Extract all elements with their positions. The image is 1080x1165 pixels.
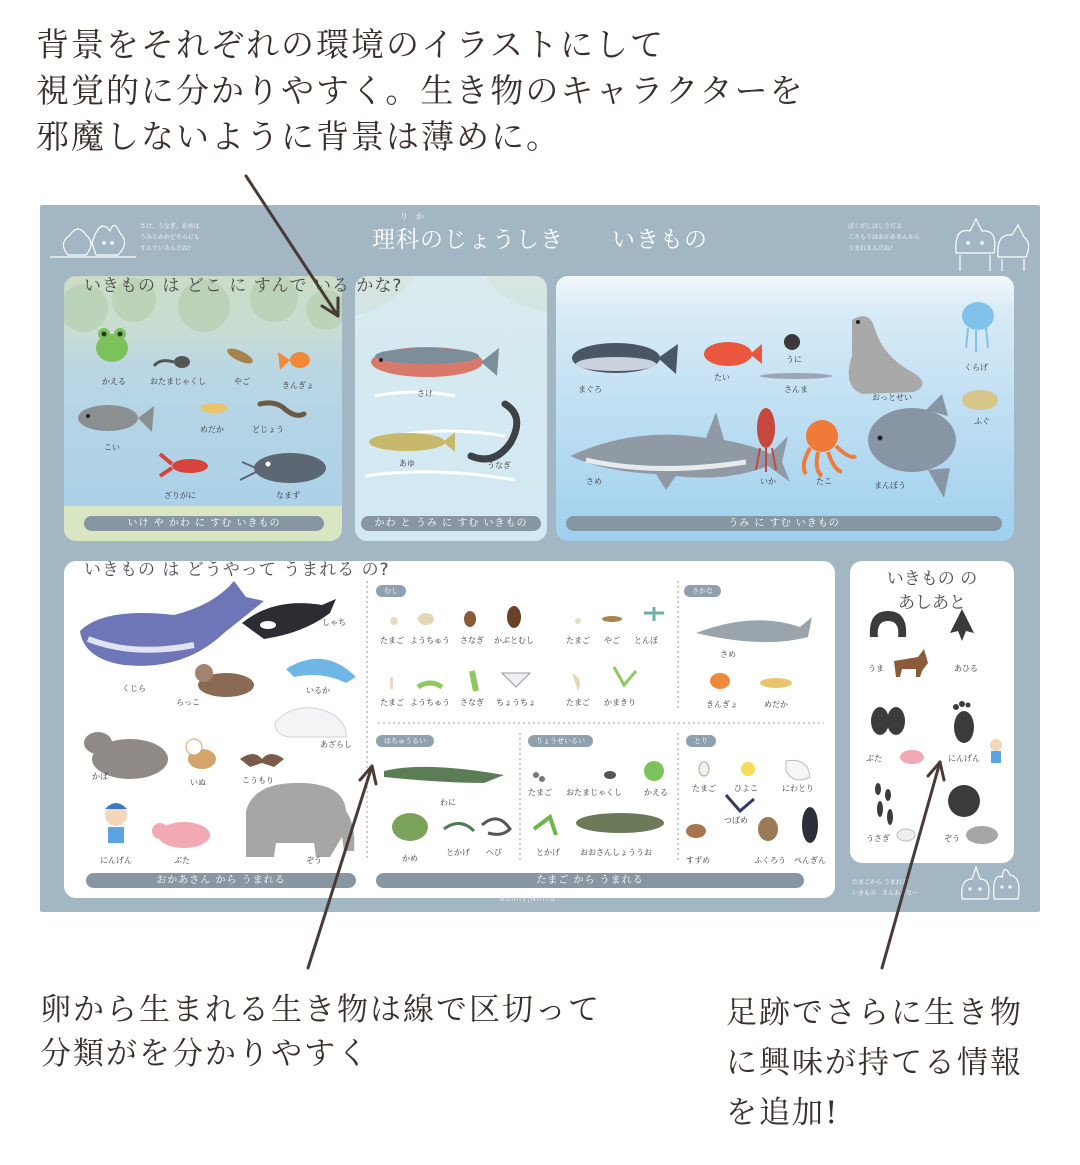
sea-background (556, 276, 1014, 541)
label-swallow: つばめ (724, 816, 748, 825)
note-line: 視覚的に分かりやすく。生き物のキャラクターを (36, 71, 805, 110)
label-dragonfly: とんぼ (634, 636, 658, 645)
note-line: 背景をそれぞれの環境のイラストにして (36, 25, 666, 64)
pig-hoof-icon (871, 707, 905, 735)
label-goldfish: きんぎょ (282, 381, 314, 390)
dog-icon (186, 739, 216, 769)
label-duck: あひる (954, 664, 978, 673)
label-jellyfish: くらげ (964, 363, 988, 372)
pig-icon (152, 822, 210, 848)
label-sea-bream: たい (714, 373, 730, 382)
label-crocodile: わに (440, 798, 456, 807)
label-squid: いか (760, 477, 776, 486)
label-ayu: あゆ (399, 459, 415, 468)
label-chicken: にわとり (782, 784, 814, 793)
label-owl: ふくろう (754, 856, 786, 865)
tuna-icon (572, 343, 678, 374)
label-elephant: ぞう (306, 856, 322, 865)
label-larva: ようちゅう (410, 698, 450, 707)
seal-icon (275, 708, 346, 737)
label-nymph: やご (234, 377, 250, 386)
tadpole-icon (154, 356, 190, 368)
section2-title: いきもの は どうやって うまれる の? (84, 560, 390, 580)
bunny-character-icon (48, 213, 138, 263)
label-snake: へび (486, 848, 502, 857)
label-whale: くじら (122, 684, 146, 693)
insect-lifecycle-row1-icons (390, 606, 664, 628)
label-butterfly: ちょうちょ (496, 698, 536, 707)
label-bat: こうもり (242, 776, 274, 785)
label-tadpole: おたまじゃくし (566, 788, 622, 797)
insect-lifecycle-row2-icons (390, 667, 636, 691)
label-egg: たまご (380, 698, 404, 707)
human-small-icon (990, 739, 1002, 763)
elephant-foot-icon (948, 785, 980, 817)
sea-urchin-icon (784, 334, 800, 350)
label-human: にんげん (100, 856, 132, 865)
bat-icon (240, 754, 284, 767)
carp-icon (78, 405, 154, 432)
logo: Bunny|Ninna (500, 895, 556, 903)
section1-title: いきもの は どこ に すんで いる かな? (84, 276, 403, 296)
elephant-icon (246, 783, 354, 857)
label-lizard: とかげ (446, 848, 470, 857)
note-top (36, 22, 805, 160)
label-egg: たまご (380, 636, 404, 645)
note-line: 分類がを分かりやすく (40, 1036, 370, 1072)
amphibian-lifecycle-icons (533, 761, 664, 835)
label-lizard: とかげ (536, 848, 560, 857)
corner-line: ぼくがしはしりだよ (848, 223, 903, 230)
label-sunfish: まんぼう (874, 481, 906, 490)
label-larva: ようちゅう (410, 636, 450, 645)
fur-seal-icon (849, 316, 923, 394)
crayfish-icon (160, 454, 208, 476)
label-eel: うなぎ (487, 461, 511, 470)
panel-river (355, 276, 547, 541)
dolphin-icon (286, 659, 356, 683)
corner-line: うまれるんだね! (848, 245, 893, 252)
rabbit-small-icon (897, 829, 915, 841)
band-mother: おかあさん から うまれる (86, 873, 356, 888)
band-sea: うみ に すむ いきもの (566, 516, 1002, 531)
tag-bird: とり (686, 735, 716, 747)
pufferfish-icon (962, 390, 998, 410)
corner-line: うみとかわどちらにも (140, 234, 201, 241)
corner-line: さけ、うなぎ、あゆは (140, 223, 200, 230)
dragonfly-nymph-icon (225, 346, 255, 367)
label-pig: ぶた (174, 856, 190, 865)
shark-icon (570, 412, 790, 490)
label-egg: たまご (528, 788, 552, 797)
frog-icon (96, 328, 128, 362)
label-beetle: かぶとむし (494, 636, 534, 645)
note-line: 足跡でさらに生き物 (726, 995, 1023, 1031)
label-rabbit: うさぎ (866, 834, 890, 843)
label-seal: あざらし (320, 740, 352, 749)
label-sea-otter: らっこ (176, 698, 200, 707)
label-dog: いぬ (190, 778, 206, 787)
poster (40, 205, 1040, 912)
goldfish-icon (278, 352, 310, 370)
label-frog: かえる (102, 377, 126, 386)
corner-line: たまごから うまれる (852, 879, 908, 886)
note-bottom-left (40, 988, 601, 1076)
label-horse: うま (868, 664, 884, 673)
label-turtle: かめ (402, 854, 418, 863)
label-loach: どじょう (252, 425, 284, 434)
corner-text-bottom (852, 877, 918, 899)
label-frog: かえる (644, 788, 668, 797)
pond-background (64, 276, 342, 541)
river-background (355, 276, 547, 541)
octopus-icon (804, 420, 856, 476)
label-chick: ひよこ (734, 784, 758, 793)
label-nymph: やご (604, 636, 620, 645)
label-sparrow: すずめ (686, 856, 711, 865)
loach-icon (260, 403, 304, 415)
label-tadpole: おたまじゃくし (150, 377, 206, 386)
label-elephant: ぞう (944, 834, 960, 843)
bird-lifecycle-icons (686, 760, 818, 843)
title-text: 理科のじょうしき いきもの (372, 227, 708, 253)
fish-lifecycle-icons (696, 617, 812, 689)
tag-reptile: はちゅうるい (376, 735, 434, 747)
note-line: に興味が持てる情報 (726, 1045, 1023, 1081)
label-mantis: かまきり (604, 698, 636, 707)
medaka-icon (200, 403, 228, 413)
saury-icon (760, 373, 832, 379)
label-shark: さめ (720, 650, 736, 659)
note-line: を追加! (726, 1095, 840, 1131)
tag-fish: さかな (684, 585, 721, 597)
panel-footprints (850, 561, 1014, 863)
rabbit-tracks-icon (875, 783, 893, 825)
label-crayfish: ざりがに (164, 491, 196, 500)
note-line: 邪魔しないように背景は薄めに。 (36, 117, 561, 156)
label-pig: ぶた (866, 754, 882, 763)
label-sea-urchin: うに (786, 355, 802, 364)
footprint-title-line: いきもの の (886, 569, 978, 589)
human-icon (105, 803, 127, 843)
label-goldfish: きんぎょ (706, 700, 738, 709)
panel-sea (556, 276, 1014, 541)
label-medaka: めだか (200, 425, 224, 434)
label-fur-seal: おっとせい (872, 393, 912, 402)
band-egg: たまご から うまれる (376, 873, 804, 888)
catfish-icon (240, 453, 326, 483)
label-pufferfish: ふぐ (974, 417, 990, 426)
tag-insect: むし (376, 585, 406, 597)
panel-birth (64, 561, 835, 898)
corner-text-right (848, 221, 920, 254)
footprint-title-line: あしあと (898, 593, 966, 613)
label-shark: さめ (586, 477, 602, 486)
label-medaka: めだか (764, 700, 788, 709)
label-tuna: まぐろ (578, 385, 602, 394)
cat-character-icon (946, 213, 1032, 275)
title-furigana: り か (400, 212, 424, 221)
jellyfish-icon (962, 302, 994, 352)
pig-small-icon (900, 750, 924, 764)
corner-line: ころもりはおかあさんから (848, 234, 921, 241)
sea-bream-icon (704, 342, 762, 366)
duck-foot-icon (950, 609, 974, 641)
label-egg: たまご (692, 784, 716, 793)
label-human: にんげん (948, 754, 980, 763)
footprint-illustrations (850, 561, 1014, 863)
label-salmon: さけ (417, 389, 433, 398)
horse-icon (894, 649, 928, 677)
label-dolphin: いるか (306, 686, 330, 695)
label-pupa: さなぎ (460, 636, 484, 645)
label-carp: こい (104, 443, 120, 452)
human-foot-icon (953, 701, 974, 743)
note-bottom-right (726, 988, 1023, 1138)
label-octopus: たこ (816, 477, 832, 486)
label-catfish: なまず (276, 491, 300, 500)
label-hippo: かば (92, 772, 108, 781)
panel-pond (64, 276, 342, 541)
band-pond: いけ や かわ に すむ いきもの (84, 516, 324, 531)
label-orca: しゃち (322, 618, 346, 627)
sea-otter-icon (195, 664, 254, 697)
label-egg: たまご (566, 636, 590, 645)
corner-line: すんでいるんだね! (140, 245, 191, 252)
label-giant-salamander: おおさんしょううお (580, 848, 652, 857)
corner-text-left (140, 221, 200, 254)
label-pupa: さなぎ (460, 698, 484, 707)
label-penguin: ぺんぎん (794, 856, 826, 865)
label-saury: さんま (784, 385, 808, 394)
note-line: 卵から生まれる生き物は線で区切って (40, 992, 601, 1028)
corner-line: いきもの さんあるな～ (852, 890, 919, 897)
tag-amphibian: りょうせいるい (528, 735, 593, 747)
elephant-small-icon (966, 826, 998, 844)
whale-icon (80, 581, 264, 666)
bunny-cat-characters-icon (956, 859, 1030, 907)
label-egg: たまご (566, 698, 590, 707)
horse-hoof-icon (870, 611, 906, 637)
band-river: かわ と うみ に すむ いきもの (361, 516, 541, 531)
